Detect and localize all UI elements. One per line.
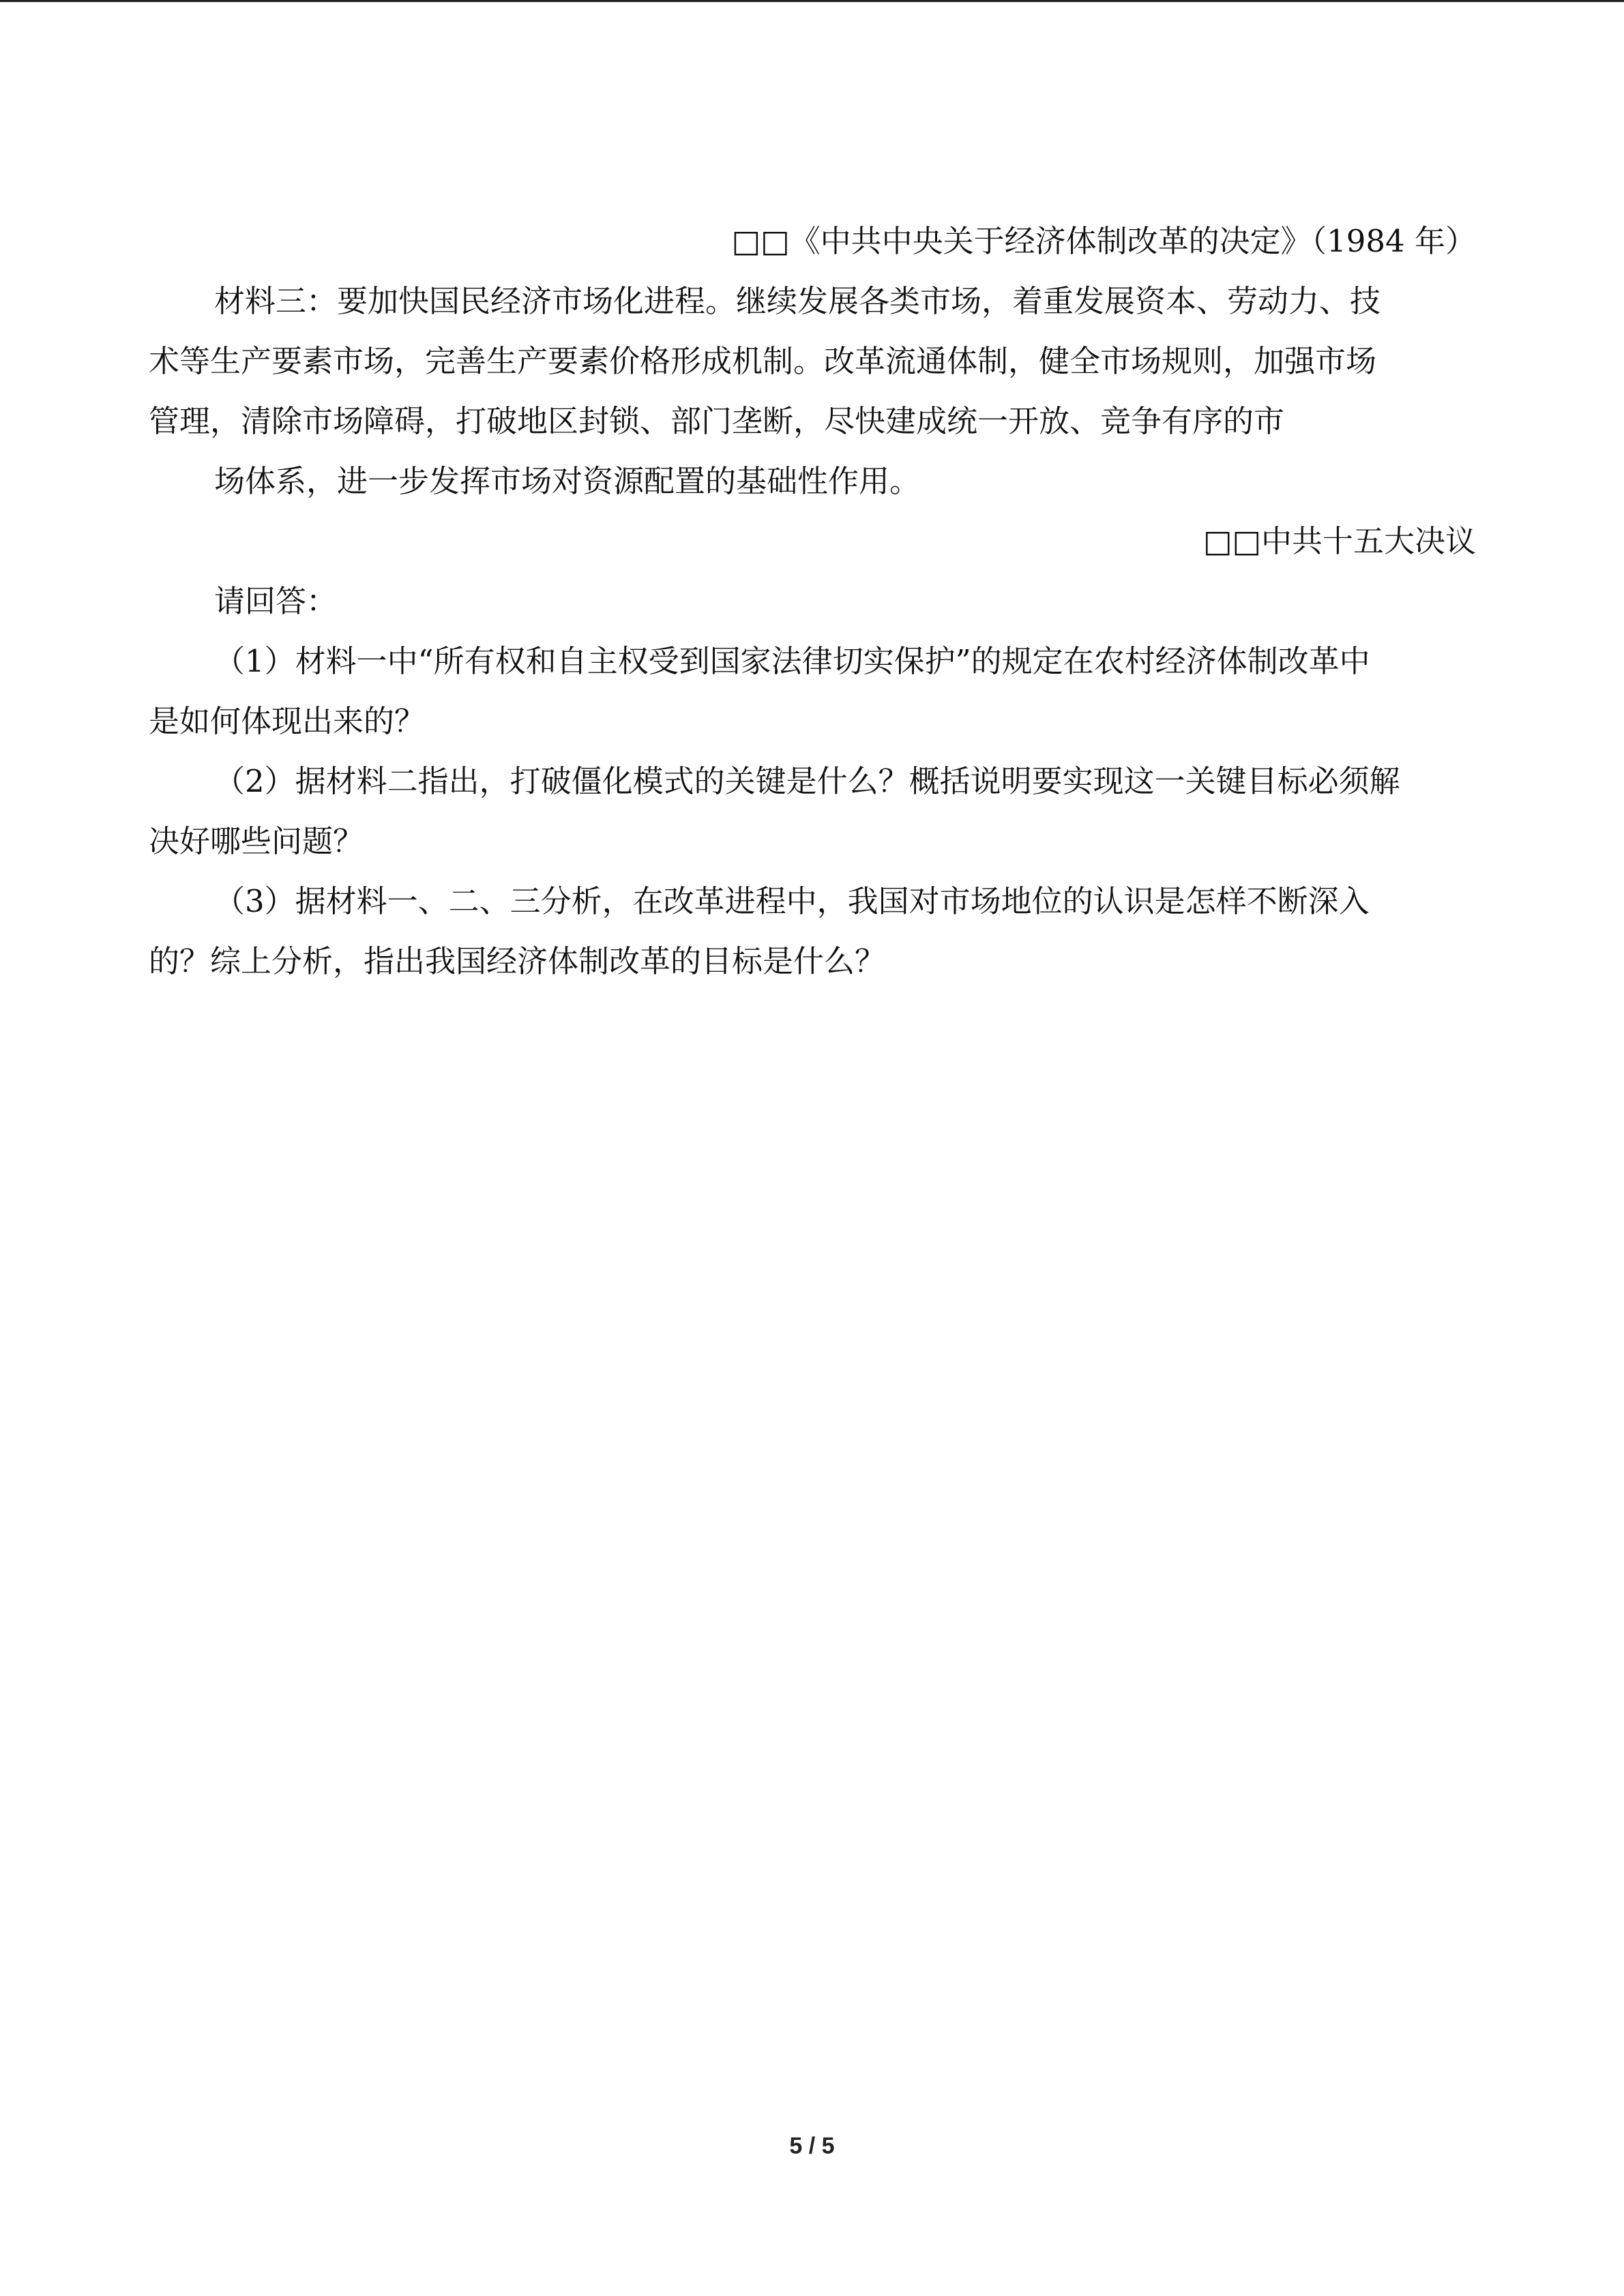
- question-1: [149, 631, 1476, 751]
- material-three-line: 术等生产要素市场，完善生产要素价格形成机制。改革流通体制，健全市场规则，加强市场: [149, 343, 1377, 379]
- question-line: 决好哪些问题？: [149, 823, 364, 859]
- material-three-line: 材料三：要加快国民经济市场化进程。继续发展各类市场，着重发展资本、劳动力、技: [214, 283, 1381, 319]
- page-top-border: [0, 0, 1624, 2]
- question-line: （3）据材料一、二、三分析，在改革进程中，我国对市场地位的认识是怎样不断深入: [214, 883, 1370, 919]
- question-line: 的？综上分析，指出我国经济体制改革的目标是什么？: [149, 943, 886, 979]
- document-body: [149, 211, 1476, 992]
- material-three: [149, 271, 1476, 511]
- material-three-line: 场体系，进一步发挥市场对资源配置的基础性作用。: [214, 463, 921, 499]
- citation-1984-decision: □□《中共中央关于经济体制改革的决定》（1984 年）: [731, 223, 1476, 259]
- question-line: （1）材料一中“所有权和自主权受到国家法律切实保护”的规定在农村经济体制改革中: [214, 643, 1370, 679]
- material-three-line: 管理，清除市场障碍，打破地区封锁、部门垄断，尽快建成统一开放、竞争有序的市: [149, 403, 1285, 439]
- citation-15th-congress: □□中共十五大决议: [1202, 523, 1476, 559]
- question-2: [149, 751, 1476, 871]
- question-line: 是如何体现出来的？: [149, 703, 426, 739]
- question-3: [149, 871, 1476, 992]
- question-line: （2）据材料二指出，打破僵化模式的关键是什么？概括说明要实现这一关键目标必须解: [214, 763, 1400, 799]
- answer-prompt: 请回答：: [214, 583, 338, 619]
- page-number: 5 / 5: [789, 2133, 835, 2159]
